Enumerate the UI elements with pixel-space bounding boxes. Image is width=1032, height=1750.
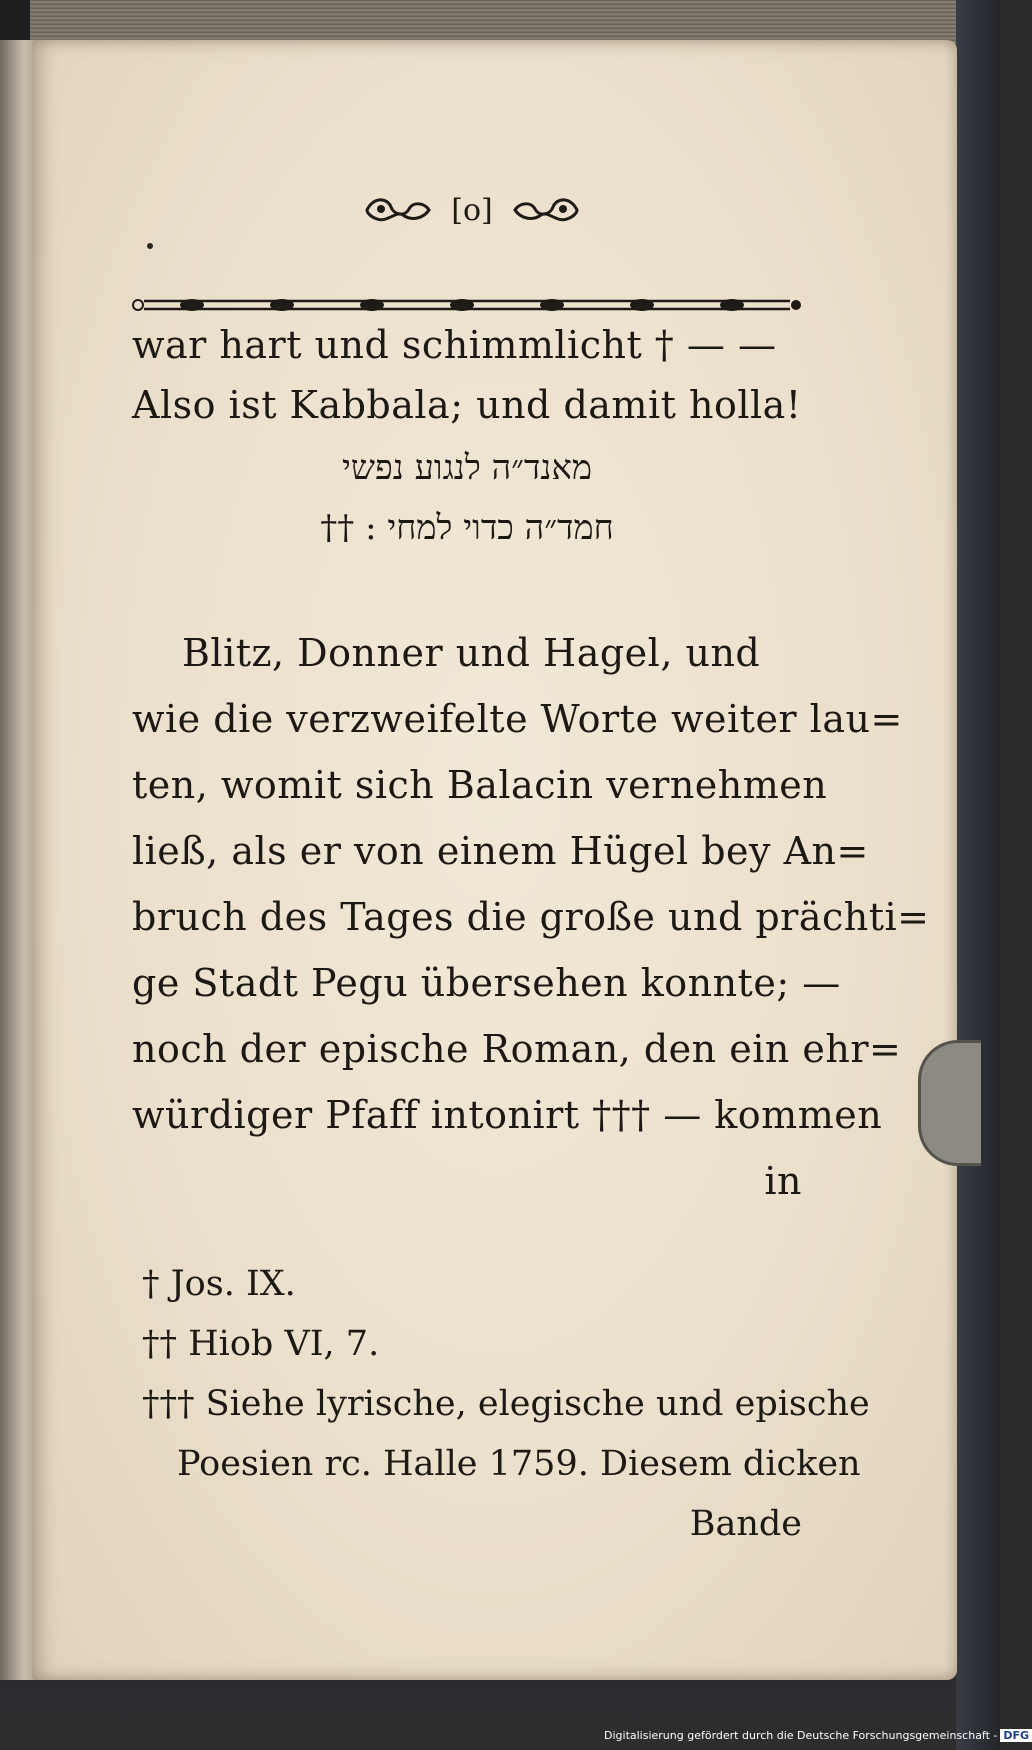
- paragraph-line-9: in: [764, 1159, 802, 1203]
- footnote-3-continuation: Poesien rc. Halle 1759. Diesem dicken: [177, 1444, 861, 1484]
- page-header: [132, 190, 812, 230]
- paragraph-line-7: noch der epische Roman, den ein ehr=: [132, 1027, 902, 1071]
- ink-dot: [147, 243, 153, 249]
- paragraph-line-5: bruch des Tages die große und prächti=: [132, 895, 930, 939]
- book-cover-board: [956, 0, 1000, 1750]
- page-content: [32, 40, 957, 1680]
- paragraph-line-1: Blitz, Donner und Hagel, und: [182, 631, 761, 675]
- body-line-1: war hart und schimmlicht † — —: [132, 323, 777, 367]
- credit-text: Digitalisierung gefördert durch die Deutsche Forschungsgemeinschaft -: [604, 1729, 998, 1742]
- digitization-credit: [604, 1726, 1030, 1746]
- paragraph-line-4: ließ, als er von einem Hügel bey An=: [132, 829, 869, 873]
- ornamental-rule: [132, 292, 802, 318]
- paragraph-line-6: ge Stadt Pegu übersehen konnte; —: [132, 961, 841, 1005]
- footnote-1: † Jos. IX.: [142, 1264, 296, 1304]
- hebrew-line-2: חמד״ה כדוי למחי : ††: [320, 508, 614, 548]
- paragraph-line-8: würdiger Pfaff intonirt ††† — kommen: [132, 1093, 883, 1137]
- page-marker: [o]: [451, 192, 493, 228]
- paragraph-line-3: ten, womit sich Balacin vernehmen: [132, 763, 828, 807]
- page-clip: [918, 1040, 981, 1166]
- footnote-2: †† Hiob VI, 7.: [142, 1324, 380, 1364]
- dfg-logo: DFG: [1000, 1729, 1032, 1742]
- hebrew-line-1: מאנד״ה לנגוע נפשי: [341, 448, 593, 488]
- footnote-3: ††† Siehe lyrische, elegische und epische: [142, 1384, 870, 1424]
- footnote-3-catchword: Bande: [689, 1504, 802, 1544]
- paragraph-line-2: wie die verzweifelte Worte weiter lau=: [132, 697, 903, 741]
- book-page: [32, 40, 957, 1680]
- left-ornament-icon: [363, 195, 433, 225]
- body-line-2: Also ist Kabbala; und damit holla!: [132, 383, 802, 427]
- right-ornament-icon: [511, 195, 581, 225]
